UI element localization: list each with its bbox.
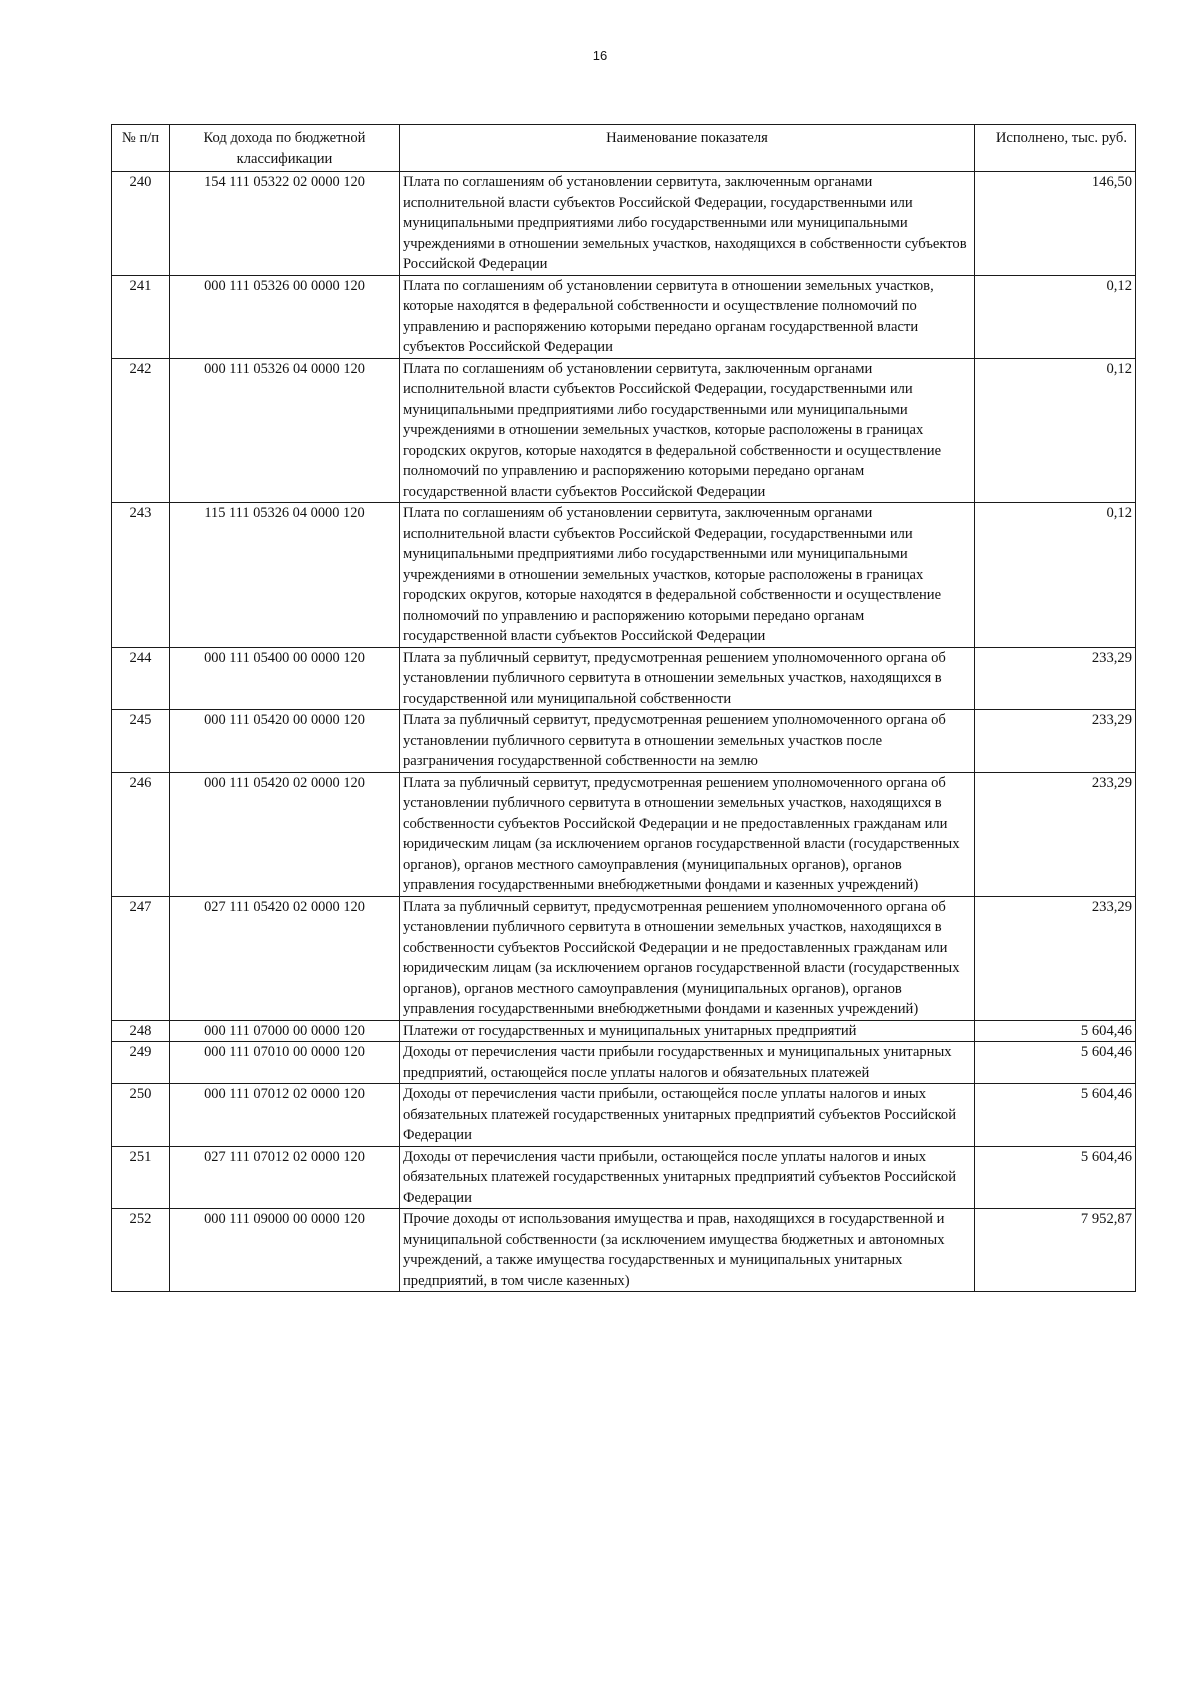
row-code: 000 111 07000 00 0000 120 [170,1020,400,1042]
row-name: Плата по соглашениям об установлении сервитута, заключенным органами исполнительной власти субъектов Российской Федерации, государственными или муниципальными предприятиями либо государственными или муниципальными учреждениями в отношении земельных участков, находящихся в собственности субъектов Российской Федерации [400,172,975,276]
row-number: 248 [112,1020,170,1042]
row-amount: 233,29 [975,772,1136,896]
row-number: 247 [112,896,170,1020]
row-code: 027 111 07012 02 0000 120 [170,1146,400,1209]
table-row [112,503,1136,648]
row-number: 246 [112,772,170,896]
row-code: 027 111 05420 02 0000 120 [170,896,400,1020]
row-name: Плата по соглашениям об установлении сервитута, заключенным органами исполнительной власти субъектов Российской Федерации, государственными или муниципальными предприятиями либо государственными или муниципальными учреждениями в отношении земельных участков, которые расположены в границах городских округов, которые находятся в федеральной собственности и осуществление полномочий по управлению и распоряжению которыми передано органам государственной власти субъектов Российской Федерации [400,503,975,648]
revenue-table [111,124,1136,1292]
row-number: 243 [112,503,170,648]
row-number: 245 [112,710,170,773]
row-amount: 0,12 [975,275,1136,358]
header-code: Код дохода по бюджетной классификации [170,125,400,172]
row-number: 251 [112,1146,170,1209]
row-name: Прочие доходы от использования имущества и прав, находящихся в государственной и муниципальной собственности (за исключением имущества бюджетных и автономных учреждений, а также имущества государственных и муниципальных унитарных предприятий, в том числе казенных) [400,1209,975,1292]
row-amount: 5 604,46 [975,1020,1136,1042]
row-name: Плата за публичный сервитут, предусмотренная решением уполномоченного органа об установлении публичного сервитута в отношении земельных участков, находящихся в собственности субъектов Российской Федерации и не предоставленных гражданам или юридическим лицам (за исключением органов государственной власти (государственных органов), органов местного самоуправления (муниципальных органов), органов управления государственными внебюджетными фондами и казенных учреждений) [400,772,975,896]
row-amount: 5 604,46 [975,1146,1136,1209]
row-amount: 5 604,46 [975,1042,1136,1084]
table-row [112,1209,1136,1292]
table-row [112,275,1136,358]
row-amount: 233,29 [975,896,1136,1020]
row-name: Доходы от перечисления части прибыли, остающейся после уплаты налогов и иных обязательных платежей государственных унитарных предприятий субъектов Российской Федерации [400,1084,975,1147]
row-number: 249 [112,1042,170,1084]
row-code: 000 111 09000 00 0000 120 [170,1209,400,1292]
row-number: 241 [112,275,170,358]
row-amount: 146,50 [975,172,1136,276]
row-code: 000 111 05420 00 0000 120 [170,710,400,773]
row-code: 000 111 05420 02 0000 120 [170,772,400,896]
table-row [112,358,1136,503]
row-amount: 233,29 [975,647,1136,710]
row-number: 252 [112,1209,170,1292]
row-number: 244 [112,647,170,710]
table-row [112,647,1136,710]
row-amount: 5 604,46 [975,1084,1136,1147]
row-name: Доходы от перечисления части прибыли государственных и муниципальных унитарных предприятий, остающейся после уплаты налогов и обязательных платежей [400,1042,975,1084]
row-name: Плата по соглашениям об установлении сервитута, заключенным органами исполнительной власти субъектов Российской Федерации, государственными или муниципальными предприятиями либо государственными или муниципальными учреждениями в отношении земельных участков, которые расположены в границах городских округов, которые находятся в федеральной собственности и осуществление полномочий по управлению и распоряжению которыми передано органам государственной власти субъектов Российской Федерации [400,358,975,503]
table-row [112,1084,1136,1147]
row-code: 000 111 05400 00 0000 120 [170,647,400,710]
header-num: № п/п [112,125,170,172]
row-name: Платежи от государственных и муниципальных унитарных предприятий [400,1020,975,1042]
header-name: Наименование показателя [400,125,975,172]
row-amount: 0,12 [975,503,1136,648]
table-row [112,710,1136,773]
table-row [112,172,1136,276]
row-name: Плата за публичный сервитут, предусмотренная решением уполномоченного органа об установлении публичного сервитута в отношении земельных участков, находящихся в государственной или муниципальной собственности [400,647,975,710]
row-name: Плата за публичный сервитут, предусмотренная решением уполномоченного органа об установлении публичного сервитута в отношении земельных участков после разграничения государственной собственности на землю [400,710,975,773]
header-amount: Исполнено, тыс. руб. [975,125,1136,172]
row-name: Плата по соглашениям об установлении сервитута в отношении земельных участков, которые находятся в федеральной собственности и осуществление полномочий по управлению и распоряжению которыми передано органам государственной власти субъектов Российской Федерации [400,275,975,358]
row-number: 250 [112,1084,170,1147]
row-amount: 7 952,87 [975,1209,1136,1292]
row-number: 242 [112,358,170,503]
row-code: 000 111 05326 00 0000 120 [170,275,400,358]
row-code: 000 111 05326 04 0000 120 [170,358,400,503]
table-row [112,1042,1136,1084]
table-header-row [112,125,1136,172]
row-code: 000 111 07010 00 0000 120 [170,1042,400,1084]
row-code: 154 111 05322 02 0000 120 [170,172,400,276]
row-name: Доходы от перечисления части прибыли, остающейся после уплаты налогов и иных обязательных платежей государственных унитарных предприятий субъектов Российской Федерации [400,1146,975,1209]
table-row [112,896,1136,1020]
table-row [112,772,1136,896]
row-amount: 233,29 [975,710,1136,773]
row-number: 240 [112,172,170,276]
table-row [112,1146,1136,1209]
table-body [112,172,1136,1292]
table-row [112,1020,1136,1042]
row-amount: 0,12 [975,358,1136,503]
row-code: 115 111 05326 04 0000 120 [170,503,400,648]
row-name: Плата за публичный сервитут, предусмотренная решением уполномоченного органа об установлении публичного сервитута в отношении земельных участков, находящихся в собственности субъектов Российской Федерации и не предоставленных гражданам или юридическим лицам (за исключением органов государственной власти (государственных органов), органов местного самоуправления (муниципальных органов), органов управления государственными внебюджетными фондами и казенных учреждений) [400,896,975,1020]
page-number: 16 [592,48,608,63]
row-code: 000 111 07012 02 0000 120 [170,1084,400,1147]
